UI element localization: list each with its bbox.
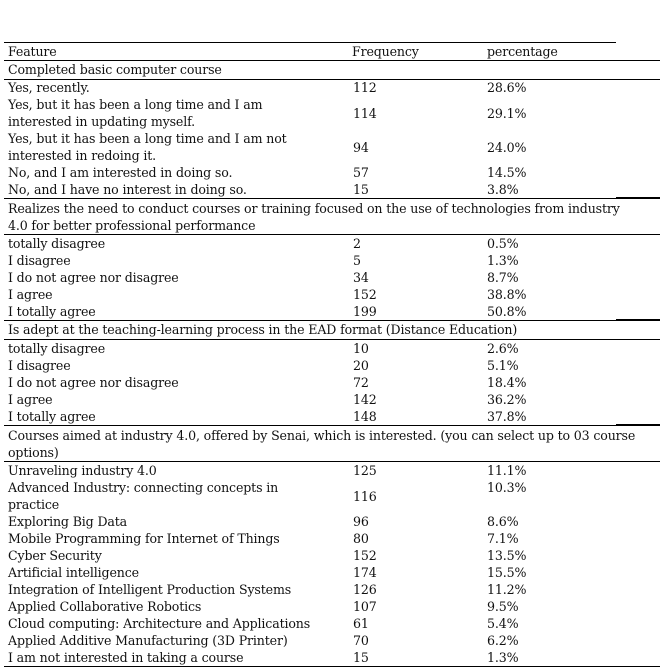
table-row-percentage: 6.2% <box>487 633 519 648</box>
table-row-feature: Exploring Big Data <box>8 514 128 529</box>
table-row-feature: I agree <box>8 287 53 302</box>
table-row-feature: Yes, recently. <box>8 80 90 95</box>
table-row-feature: totally disagree <box>8 341 106 356</box>
table-row-frequency: 20 <box>353 358 369 373</box>
table-row-percentage: 5.4% <box>487 616 519 631</box>
table-row-percentage: 50.8% <box>487 304 527 319</box>
section-2-title: Realizes the need to conduct courses or training focused on the use of technologies from industry 4.0 for better professional performance <box>8 201 620 233</box>
table-row-frequency: 70 <box>353 633 369 648</box>
table-row-frequency: 126 <box>353 582 377 597</box>
table-row-frequency: 148 <box>353 409 377 424</box>
table-row-frequency: 116 <box>353 489 377 504</box>
table-row-frequency: 2 <box>353 236 361 251</box>
section-2-end-rule-right <box>616 319 660 321</box>
table-row-feature: Unraveling industry 4.0 <box>8 463 157 478</box>
table-row-frequency: 57 <box>353 165 369 180</box>
table-row-percentage: 29.1% <box>487 106 527 121</box>
table-row-percentage: 13.5% <box>487 548 527 563</box>
section-1-end-rule-right <box>616 197 660 199</box>
table-row-feature: I disagree <box>8 358 71 373</box>
table-row-frequency: 10 <box>353 341 369 356</box>
table-row-percentage: 10.3% <box>487 480 527 495</box>
header-feature: Feature <box>8 44 57 59</box>
table-row-feature: No, and I am interested in doing so. <box>8 165 233 180</box>
table-row-frequency: 107 <box>353 599 377 614</box>
table-row-percentage: 8.6% <box>487 514 519 529</box>
table-row-percentage: 5.1% <box>487 358 519 373</box>
table-row-frequency: 61 <box>353 616 369 631</box>
table-row-frequency: 15 <box>353 182 369 197</box>
table-row-feature: Yes, but it has been a long time and I am not interested in redoing it. <box>8 131 287 163</box>
table-row-feature: Yes, but it has been a long time and I am interested in updating myself. <box>8 97 263 129</box>
table-row-feature: Artificial intelligence <box>8 565 139 580</box>
section-3-end-rule-right <box>616 424 660 426</box>
table-row-feature: I do not agree nor disagree <box>8 270 179 285</box>
section-3-title: Is adept at the teaching-learning process in the EAD format (Distance Education) <box>8 322 518 337</box>
table-row-percentage: 24.0% <box>487 140 527 155</box>
table-row-percentage: 11.2% <box>487 582 527 597</box>
table-row-feature: Cloud computing: Architecture and Applications <box>8 616 311 631</box>
table-row-feature: I totally agree <box>8 409 96 424</box>
table-row-percentage: 11.1% <box>487 463 527 478</box>
table-row-frequency: 5 <box>353 253 361 268</box>
table-row-feature: I am not interested in taking a course <box>8 650 244 665</box>
table-row-frequency: 15 <box>353 650 369 665</box>
table-row-feature: Cyber Security <box>8 548 102 563</box>
table-row-percentage: 0.5% <box>487 236 519 251</box>
table-row-percentage: 1.3% <box>487 650 519 665</box>
table-row-percentage: 3.8% <box>487 182 519 197</box>
section-1-title: Completed basic computer course <box>8 62 222 77</box>
table-row-percentage: 8.7% <box>487 270 519 285</box>
table-row-frequency: 34 <box>353 270 369 285</box>
table-row-percentage: 15.5% <box>487 565 527 580</box>
table-row-percentage: 1.3% <box>487 253 519 268</box>
table-row-feature: I totally agree <box>8 304 96 319</box>
table-row-feature: I disagree <box>8 253 71 268</box>
table-row-feature: Advanced Industry: connecting concepts in practice <box>8 480 279 512</box>
table-row-feature: I agree <box>8 392 53 407</box>
table-row-frequency: 174 <box>353 565 377 580</box>
table-row-percentage: 28.6% <box>487 80 527 95</box>
section-3-end-rule <box>4 425 616 426</box>
table-row-percentage: 2.6% <box>487 341 519 356</box>
table-row-feature: Mobile Programming for Internet of Things <box>8 531 280 546</box>
table-row-frequency: 152 <box>353 287 377 302</box>
header-frequency: Frequency <box>352 44 419 59</box>
table-row-frequency: 94 <box>353 140 369 155</box>
table-row-frequency: 114 <box>353 106 377 121</box>
table-row-feature: No, and I have no interest in doing so. <box>8 182 247 197</box>
table-bottom-rule <box>4 666 660 667</box>
section-4-title: Courses aimed at industry 4.0, offered by Senai, which is interested. (you can select up to 03 course options) <box>8 428 636 460</box>
table-row-percentage: 18.4% <box>487 375 527 390</box>
table-row-feature: Applied Collaborative Robotics <box>8 599 202 614</box>
section-1-rule <box>4 79 660 80</box>
table-row-frequency: 72 <box>353 375 369 390</box>
table-row-feature: Applied Additive Manufacturing (3D Printer) <box>8 633 288 648</box>
table-row-feature: Integration of Intelligent Production Systems <box>8 582 292 597</box>
table-row-percentage: 9.5% <box>487 599 519 614</box>
section-1-end-rule <box>4 198 616 199</box>
table-row-frequency: 142 <box>353 392 377 407</box>
table-row-frequency: 125 <box>353 463 377 478</box>
table-row-frequency: 112 <box>353 80 377 95</box>
table-row-frequency: 96 <box>353 514 369 529</box>
table-row-feature: totally disagree <box>8 236 106 251</box>
table-row-feature: I do not agree nor disagree <box>8 375 179 390</box>
table-row-percentage: 38.8% <box>487 287 527 302</box>
table-row-percentage: 14.5% <box>487 165 527 180</box>
table-row-frequency: 199 <box>353 304 377 319</box>
table-row-percentage: 36.2% <box>487 392 527 407</box>
table-row-frequency: 152 <box>353 548 377 563</box>
table-row-percentage: 37.8% <box>487 409 527 424</box>
table-row-frequency: 80 <box>353 531 369 546</box>
header-percentage: percentage <box>487 44 558 59</box>
table-row-percentage: 7.1% <box>487 531 519 546</box>
